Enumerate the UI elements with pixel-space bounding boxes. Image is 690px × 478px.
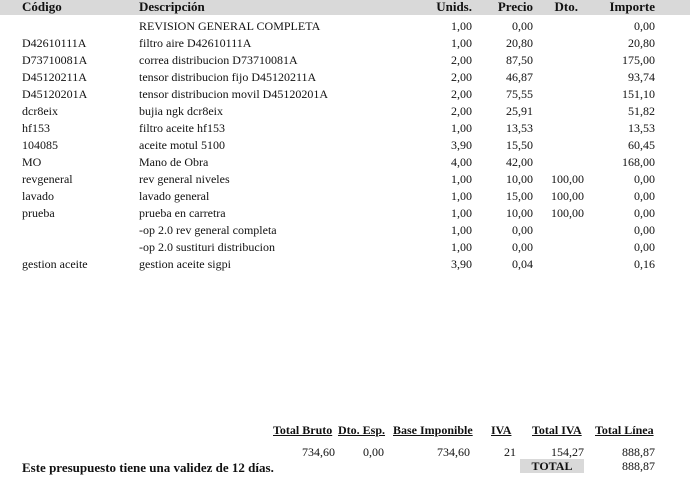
line-units: 1,00 [451,240,472,254]
header-precio: Precio [497,0,533,14]
line-description: filtro aceite hf153 [139,121,225,135]
line-description: -op 2.0 rev general completa [139,223,277,237]
line-price: 13,53 [506,121,533,135]
table-row [0,19,690,36]
line-price: 42,00 [506,155,533,169]
validity-note: Este presupuesto tiene una validez de 12 días. [22,460,274,475]
table-row [0,70,690,87]
line-description: correa distribucion D73710081A [139,53,298,67]
total-iva-value: 154,27 [551,445,584,459]
line-price: 10,00 [506,206,533,220]
table-row [0,121,690,138]
line-units: 3,90 [451,257,472,271]
iva-header: IVA [491,423,512,437]
dto-esp-value: 0,00 [363,445,384,459]
line-amount: 168,00 [622,155,655,169]
line-description: Mano de Obra [139,155,209,169]
line-price: 10,00 [506,172,533,186]
line-amount: 0,00 [634,206,655,220]
header-importe: Importe [609,0,655,14]
table-row [0,36,690,53]
line-price: 75,55 [506,87,533,101]
line-price: 46,87 [506,70,533,84]
line-code: revgeneral [22,172,73,186]
line-price: 0,00 [512,223,533,237]
table-row [0,87,690,104]
line-discount: 100,00 [551,172,584,186]
line-units: 1,00 [451,121,472,135]
line-amount: 0,00 [634,172,655,186]
table-header [0,0,690,15]
line-units: 2,00 [451,87,472,101]
line-amount: 93,74 [628,70,655,84]
line-code: D42610111A [22,36,87,50]
line-price: 87,50 [506,53,533,67]
line-units: 1,00 [451,172,472,186]
line-price: 15,00 [506,189,533,203]
base-imponible-header: Base Imponible [393,423,473,437]
line-price: 20,80 [506,36,533,50]
line-code: 104085 [22,138,58,152]
table-row [0,53,690,70]
line-units: 2,00 [451,70,472,84]
line-code: D73710081A [22,53,88,67]
table-row [0,104,690,121]
table-row [0,206,690,223]
header-dto: Dto. [554,0,578,14]
line-amount: 175,00 [622,53,655,67]
line-amount: 20,80 [628,36,655,50]
line-units: 2,00 [451,104,472,118]
base-imponible-value: 734,60 [437,445,470,459]
total-linea-header: Total Línea [595,423,654,437]
total-linea-value: 888,87 [622,445,655,459]
header-codigo: Código [22,0,62,14]
line-description: filtro aire D42610111A [139,36,252,50]
total-bruto-header: Total Bruto [273,423,333,437]
line-description: tensor distribucion movil D45120201A [139,87,328,101]
header-unids: Unids. [436,0,472,14]
table-row [0,155,690,172]
line-units: 4,00 [451,155,472,169]
line-description: bujia ngk dcr8eix [139,104,223,118]
line-code: prueba [22,206,55,220]
line-units: 1,00 [451,19,472,33]
table-row [0,257,690,274]
line-code: D45120211A [22,70,87,84]
line-amount: 0,16 [634,257,655,271]
line-price: 25,91 [506,104,533,118]
line-code: lavado [22,189,54,203]
line-price: 15,50 [506,138,533,152]
iva-value: 21 [504,445,516,459]
line-description: rev general niveles [139,172,230,186]
line-units: 2,00 [451,53,472,67]
line-amount: 0,00 [634,240,655,254]
line-amount: 0,00 [634,223,655,237]
table-row [0,172,690,189]
line-amount: 0,00 [634,189,655,203]
line-description: tensor distribucion fijo D45120211A [139,70,317,84]
dto-esp-header: Dto. Esp. [338,423,386,437]
line-code: MO [22,155,42,169]
line-amount: 51,82 [628,104,655,118]
line-units: 1,00 [451,206,472,220]
line-code: gestion aceite [22,257,88,271]
line-amount: 13,53 [628,121,655,135]
line-units: 1,00 [451,189,472,203]
line-price: 0,00 [512,240,533,254]
total-iva-header: Total IVA [532,423,582,437]
total-value: 888,87 [622,459,655,473]
header-descripcion: Descripción [139,0,205,14]
line-price: 0,04 [512,257,533,271]
table-row [0,189,690,206]
total-bruto-value: 734,60 [302,445,335,459]
line-amount: 151,10 [622,87,655,101]
line-discount: 100,00 [551,206,584,220]
table-row [0,223,690,240]
total-label: TOTAL [520,459,584,473]
line-description: prueba en carretra [139,206,226,220]
line-price: 0,00 [512,19,533,33]
line-description: -op 2.0 sustituri distribucion [139,240,275,254]
line-units: 1,00 [451,223,472,237]
table-row [0,240,690,257]
line-code: D45120201A [22,87,88,101]
line-code: hf153 [22,121,50,135]
line-description: gestion aceite sigpi [139,257,231,271]
line-description: aceite motul 5100 [139,138,225,152]
line-description: lavado general [139,189,210,203]
line-code: dcr8eix [22,104,58,118]
line-amount: 0,00 [634,19,655,33]
line-description: REVISION GENERAL COMPLETA [139,19,321,33]
line-units: 1,00 [451,36,472,50]
line-amount: 60,45 [628,138,655,152]
line-units: 3,90 [451,138,472,152]
line-discount: 100,00 [551,189,584,203]
table-row [0,138,690,155]
